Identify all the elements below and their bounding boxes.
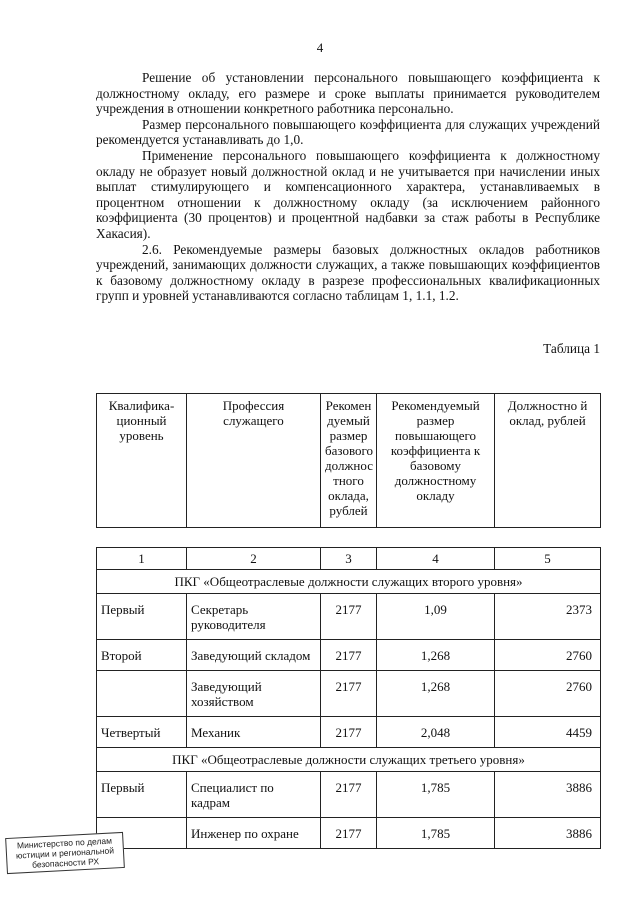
profession: Секретарь руководителя	[187, 594, 321, 640]
column-number: 4	[377, 548, 495, 570]
column-number-row	[97, 548, 601, 570]
group-title-row	[97, 748, 601, 772]
header-base-salary: Рекомен дуемый размер базового должнос тного оклада, рублей	[321, 394, 377, 528]
coefficient: 1,09	[377, 594, 495, 640]
salary-table	[96, 547, 601, 849]
paragraph-4: 2.6. Рекомендуемые размеры базовых должностных окладов работников учреждений, занимающих должности служащих, а также повышающих коэффициентов к базовому должностному окладу в разрезе профессиональных квалификационных групп и уровней устанавливаются согласно таблицам 1, 1.1, 1.2.	[96, 241, 600, 304]
table-caption: Таблица 1	[543, 341, 600, 356]
body-text	[96, 70, 600, 304]
coefficient: 1,268	[377, 671, 495, 717]
salary: 2373	[495, 594, 601, 640]
base-salary: 2177	[321, 818, 377, 849]
column-number: 2	[187, 548, 321, 570]
header-table	[96, 393, 601, 528]
paragraph-2: Размер персонального повышающего коэффициента для служащих учреждений рекомендуется устанавливать до 1,0.	[96, 116, 600, 148]
coefficient: 1,785	[377, 772, 495, 818]
profession: Заведующий хозяйством	[187, 671, 321, 717]
qualification-level	[97, 671, 187, 717]
header-qualification-level: Квалифика-ционный уровень	[97, 394, 187, 528]
profession: Инженер по охране	[187, 818, 321, 849]
header-profession: Профессия служащего	[187, 394, 321, 528]
table-row	[97, 717, 601, 748]
qualification-level: Первый	[97, 594, 187, 640]
profession: Механик	[187, 717, 321, 748]
table-row	[97, 818, 601, 849]
paragraph-3: Применение персонального повышающего коэффициента к должностному окладу не образует новый должностной оклад и не учитывается при начислении иных выплат стимулирующего и компенсационного характера, устанавливаемых в процентном отношении к должностному окладу (за исключением районного коэффициента (30 процентов) и процентной надбавки за стаж работы в Республике Хакасия).	[96, 147, 600, 241]
qualification-level: Четвертый	[97, 717, 187, 748]
base-salary: 2177	[321, 717, 377, 748]
base-salary: 2177	[321, 772, 377, 818]
group-title: ПКГ «Общеотраслевые должности служащих второго уровня»	[97, 570, 601, 594]
table-row	[97, 594, 601, 640]
profession: Специалист по кадрам	[187, 772, 321, 818]
base-salary: 2177	[321, 594, 377, 640]
ministry-stamp: Министерство по делам юстиции и региональной безопасности РХ	[5, 832, 125, 874]
base-salary: 2177	[321, 671, 377, 717]
column-number: 1	[97, 548, 187, 570]
group-title-row	[97, 570, 601, 594]
column-number: 3	[321, 548, 377, 570]
qualification-level: Второй	[97, 640, 187, 671]
salary: 3886	[495, 818, 601, 849]
base-salary: 2177	[321, 640, 377, 671]
header-salary: Должностно й оклад, рублей	[495, 394, 601, 528]
group-title: ПКГ «Общеотраслевые должности служащих третьего уровня»	[97, 748, 601, 772]
salary: 4459	[495, 717, 601, 748]
table-row	[97, 772, 601, 818]
column-number: 5	[495, 548, 601, 570]
salary: 2760	[495, 640, 601, 671]
table-row	[97, 640, 601, 671]
header-coefficient: Рекомендуемый размер повышающего коэффициента к базовому должностному окладу	[377, 394, 495, 528]
profession: Заведующий складом	[187, 640, 321, 671]
salary: 2760	[495, 671, 601, 717]
qualification-level: Первый	[97, 772, 187, 818]
salary: 3886	[495, 772, 601, 818]
page-number: 4	[316, 40, 324, 55]
paragraph-1: Решение об установлении персонального повышающего коэффициента к должностному окладу, его размере и сроке выплаты принимается руководителем учреждения в отношении конкретного работника персонально.	[96, 70, 600, 117]
coefficient: 1,785	[377, 818, 495, 849]
coefficient: 2,048	[377, 717, 495, 748]
coefficient: 1,268	[377, 640, 495, 671]
table-row	[97, 671, 601, 717]
